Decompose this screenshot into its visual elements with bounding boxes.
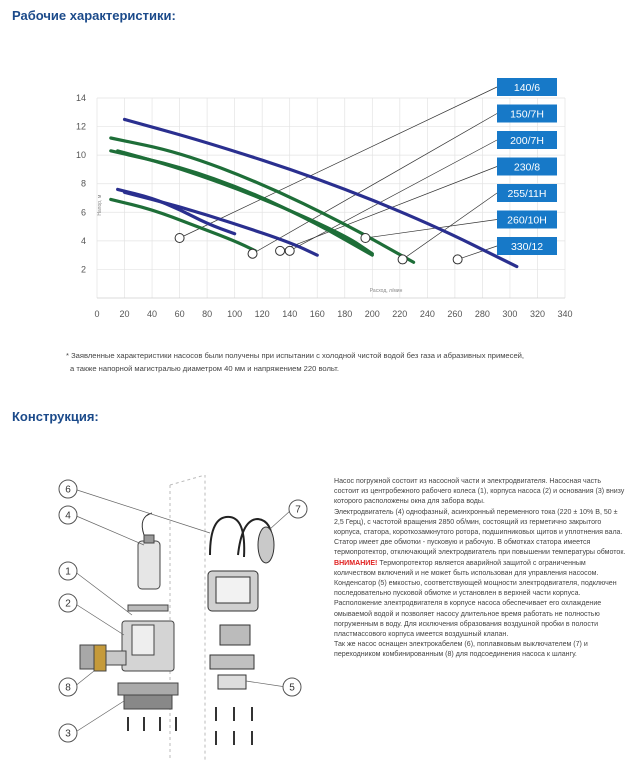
base <box>118 683 178 695</box>
x-tick-label: 180 <box>337 309 353 319</box>
series-marker <box>276 246 285 255</box>
series-marker <box>361 234 370 243</box>
x-tick-label: 260 <box>447 309 463 319</box>
pump-exploded <box>208 517 274 689</box>
part-label-number: 6 <box>65 484 71 496</box>
series-marker <box>248 249 257 258</box>
series-marker <box>175 234 184 243</box>
x-tick-label: 40 <box>147 309 158 319</box>
series-line <box>125 192 318 255</box>
x-tick-label: 100 <box>227 309 243 319</box>
x-tick-label: 160 <box>309 309 325 319</box>
desc-cooling: Расположение электродвигателя в корпусе насоса обеспечивает его охлаждение омываемой водой и позволяет насосу длительное время работать не полностью погруженным в воду. Для исключения образования воздушной пробки в полости пластмассового корпуса имеется воздушный клапан. <box>334 600 602 639</box>
x-tick-label: 200 <box>364 309 380 319</box>
y-tick-label: 4 <box>80 235 86 246</box>
leader-lines <box>74 489 290 733</box>
part-label-number: 3 <box>65 728 71 740</box>
chart-series <box>111 119 517 266</box>
part-label-number: 2 <box>65 598 71 610</box>
x-tick-label: 60 <box>174 309 185 319</box>
motor-cylinder <box>138 541 160 589</box>
desc-capacitor: Конденсатор (5) емкостью, соответствующей мощности электродвигателя, подключен последовательно пусковой обмотке и установлен в верхней части корпуса. <box>334 580 617 598</box>
performance-chart <box>0 78 631 338</box>
pointer-line <box>180 87 497 238</box>
base-feet <box>124 695 172 709</box>
cable-stub <box>142 513 152 535</box>
series-line <box>125 119 517 266</box>
part-label-number: 1 <box>65 566 71 578</box>
motor-cap <box>144 535 154 543</box>
part-label-8 <box>59 678 77 696</box>
warning-text: Термопротектор является аварийной защитой с ограниченным количеством включений и не может быть использован для управления насосом. <box>334 559 599 577</box>
y-tick-label: 8 <box>80 178 86 189</box>
pointer-line <box>365 220 497 239</box>
test-conditions-note <box>66 349 611 375</box>
part-label-number: 4 <box>65 510 71 522</box>
y-tick-label: 2 <box>80 264 86 275</box>
exploded-view-diagram <box>40 475 330 760</box>
series-marker <box>453 255 462 264</box>
part-label-5 <box>283 678 301 696</box>
x-tick-label: 300 <box>502 309 518 319</box>
desc-motor: Электродвигатель (4) однофазный, асинхронный переменного тока (220 ± 10% В, 50 ± 2,5 Герц), с частотой вращения 2850 об/мин, состоящий из герметично закрытого корпуса, статора, короткозамкнутого ротора, подшипниковых щитов и уплотнения вала. Статор имеет две обмотки - пусковую и рабочую. В обмотках статора имеется термопротектор, отключающий электродвигатель при повышении температуры обмоток. <box>334 508 626 557</box>
motor-part <box>220 625 250 645</box>
x-tick-label: 80 <box>202 309 213 319</box>
legend-label: 255/11Н <box>507 188 547 200</box>
x-tick-label: 120 <box>254 309 270 319</box>
x-axis-label: Расход, л/мин <box>369 288 403 294</box>
desc-accessories: Так же насос оснащен электрокабелем (6), поплавковым выключателем (7) и переходником комбинированным (8) для подсоединения насоса к шлангу. <box>334 641 588 659</box>
y-tick-label: 12 <box>75 121 86 132</box>
legend-label: 330/12 <box>510 241 544 253</box>
part-label-7 <box>289 500 307 518</box>
series-line <box>118 151 373 254</box>
x-tick-label: 240 <box>419 309 435 319</box>
part-label-3 <box>59 724 77 742</box>
desc-warning <box>334 559 626 579</box>
y-tick-label: 6 <box>80 207 86 218</box>
x-tick-label: 340 <box>557 309 573 319</box>
part-label-number: 7 <box>295 504 301 516</box>
capacitor <box>218 675 246 689</box>
series-marker <box>285 246 294 255</box>
x-tick-label: 320 <box>529 309 545 319</box>
section-title-construction: Конструкция: <box>12 409 99 424</box>
pump-assembled <box>80 513 178 709</box>
chart-grid <box>97 98 565 298</box>
note-line-2: а также напорной магистралью диаметром 40 мм и напряжением 220 вольт. <box>70 364 339 373</box>
warning-label: ВНИМАНИЕ! <box>334 559 378 567</box>
legend-label: 230/8 <box>513 161 541 174</box>
section-title-performance: Рабочие характеристики: <box>12 8 176 23</box>
part-label-number: 5 <box>289 682 295 694</box>
screws-right <box>216 707 252 745</box>
flange <box>210 655 254 669</box>
legend-label: 260/10Н <box>507 214 547 227</box>
series-marker <box>398 255 407 264</box>
desc-pump-part: Насос погружной состоит из насосной части и электродвигателя. Насосная часть состоит из центробежного рабочего колеса (1), корпуса насоса (2) и основания (3) внизу которого расположены окна для забора воды. <box>334 478 625 506</box>
part-label-number: 8 <box>65 682 71 694</box>
screws-left <box>128 717 176 731</box>
part-label-2 <box>59 594 77 612</box>
x-tick-label: 220 <box>392 309 408 319</box>
float-switch <box>258 527 274 563</box>
x-tick-label: 0 <box>94 309 100 319</box>
chart-markers <box>175 234 462 264</box>
x-tick-label: 20 <box>119 309 130 319</box>
legend-label: 140/6 <box>513 82 541 94</box>
adapter-brass <box>94 645 106 671</box>
construction-description <box>334 477 626 661</box>
adapter <box>80 645 94 669</box>
x-tick-label: 140 <box>282 309 298 319</box>
part-label-6 <box>59 480 77 498</box>
part-label-1 <box>59 562 77 580</box>
y-tick-label: 10 <box>75 150 86 161</box>
x-tick-label: 280 <box>474 309 490 319</box>
part-label-4 <box>59 506 77 524</box>
note-line-1: * Заявленные характеристики насосов были получены при испытании с холодной чистой водой без газа и абразивных примесей, <box>66 351 525 360</box>
legend-label: 150/7Н <box>510 108 544 121</box>
series-line <box>111 151 373 255</box>
legend-label: 200/7Н <box>510 135 544 147</box>
y-tick-label: 14 <box>75 93 86 103</box>
chart-legend <box>497 78 557 255</box>
y-axis-label: Напор, м <box>97 194 103 216</box>
